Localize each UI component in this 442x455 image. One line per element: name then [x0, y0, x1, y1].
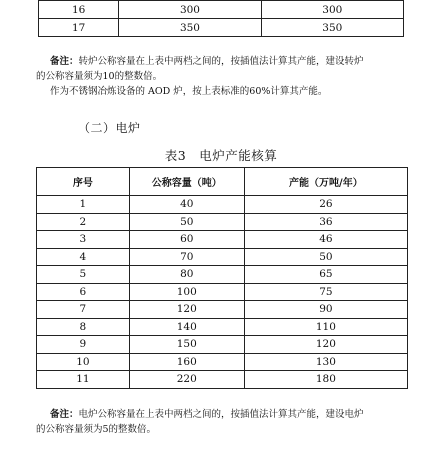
- table-title: 表3 电炉产能核算: [164, 148, 278, 163]
- column-header-output: 产能（万吨/年）: [244, 168, 407, 196]
- table-cell: 350: [261, 19, 403, 37]
- table-cell: 11: [37, 371, 130, 389]
- note-line: [36, 407, 408, 422]
- table-row: [37, 283, 408, 301]
- note-line: 的公称容量须为10的整数倍。: [36, 71, 163, 82]
- note-line: [36, 84, 408, 99]
- converter-capacity-table-tail: [38, 0, 404, 37]
- table-cell: 120: [244, 336, 407, 354]
- table-cell: 2: [37, 213, 130, 231]
- table-cell: 300: [261, 1, 403, 19]
- table-cell: 26: [244, 196, 407, 214]
- furnace-note: [36, 407, 408, 437]
- table-row: [37, 196, 408, 214]
- table-row: [37, 213, 408, 231]
- table-cell: 160: [129, 353, 244, 371]
- table-cell: 36: [244, 213, 407, 231]
- table-cell: 50: [244, 248, 407, 266]
- section-heading: （二）电炉: [78, 121, 141, 135]
- table-row: [37, 266, 408, 284]
- table-cell: 120: [129, 301, 244, 319]
- table-row: [37, 231, 408, 249]
- table-cell: 50: [129, 213, 244, 231]
- table-cell: 300: [119, 1, 261, 19]
- table-row: [37, 248, 408, 266]
- table-cell: 70: [129, 248, 244, 266]
- table-header-row: [37, 168, 408, 196]
- note-label: 备注：: [50, 409, 79, 420]
- table-cell: 16: [39, 1, 119, 19]
- table-cell: 220: [129, 371, 244, 389]
- table-row: [37, 336, 408, 354]
- electric-furnace-capacity-table: [36, 167, 408, 389]
- table-cell: 7: [37, 301, 130, 319]
- table-row: [37, 353, 408, 371]
- table-cell: 40: [129, 196, 244, 214]
- table-cell: 60: [129, 231, 244, 249]
- table-cell: 1: [37, 196, 130, 214]
- note-text: 电炉公称容量在上表中两档之间的，按插值法计算其产能，建设电炉: [78, 409, 364, 420]
- table-cell: 150: [129, 336, 244, 354]
- column-header-capacity: 公称容量（吨）: [129, 168, 244, 196]
- note-line: [36, 54, 408, 69]
- table-cell: 100: [129, 283, 244, 301]
- table-row: [37, 301, 408, 319]
- table-cell: 90: [244, 301, 407, 319]
- table-cell: 140: [129, 318, 244, 336]
- table-cell: 17: [39, 19, 119, 37]
- table-cell: 130: [244, 353, 407, 371]
- table-row: [37, 371, 408, 389]
- table-cell: 46: [244, 231, 407, 249]
- note-label: 备注：: [50, 56, 79, 67]
- table-cell: 350: [119, 19, 261, 37]
- table-cell: 8: [37, 318, 130, 336]
- table-cell: 65: [244, 266, 407, 284]
- column-header-serial: 序号: [37, 168, 130, 196]
- note-text: 作为不锈钢冶炼设备的 AOD 炉，按上表标准的60%计算其产能。: [50, 86, 328, 97]
- table-cell: 5: [37, 266, 130, 284]
- table-row: [39, 19, 404, 37]
- note-line: 的公称容量须为5的整数倍。: [36, 424, 157, 435]
- table-cell: 4: [37, 248, 130, 266]
- table-cell: 6: [37, 283, 130, 301]
- table-cell: 80: [129, 266, 244, 284]
- converter-note: [36, 54, 408, 99]
- table-cell: 75: [244, 283, 407, 301]
- table-cell: 10: [37, 353, 130, 371]
- table-cell: 110: [244, 318, 407, 336]
- table-cell: 3: [37, 231, 130, 249]
- table-row: [39, 1, 404, 19]
- table-row: [37, 318, 408, 336]
- table-cell: 180: [244, 371, 407, 389]
- table-cell: 9: [37, 336, 130, 354]
- note-text: 转炉公称容量在上表中两档之间的，按插值法计算其产能，建设转炉: [78, 56, 364, 67]
